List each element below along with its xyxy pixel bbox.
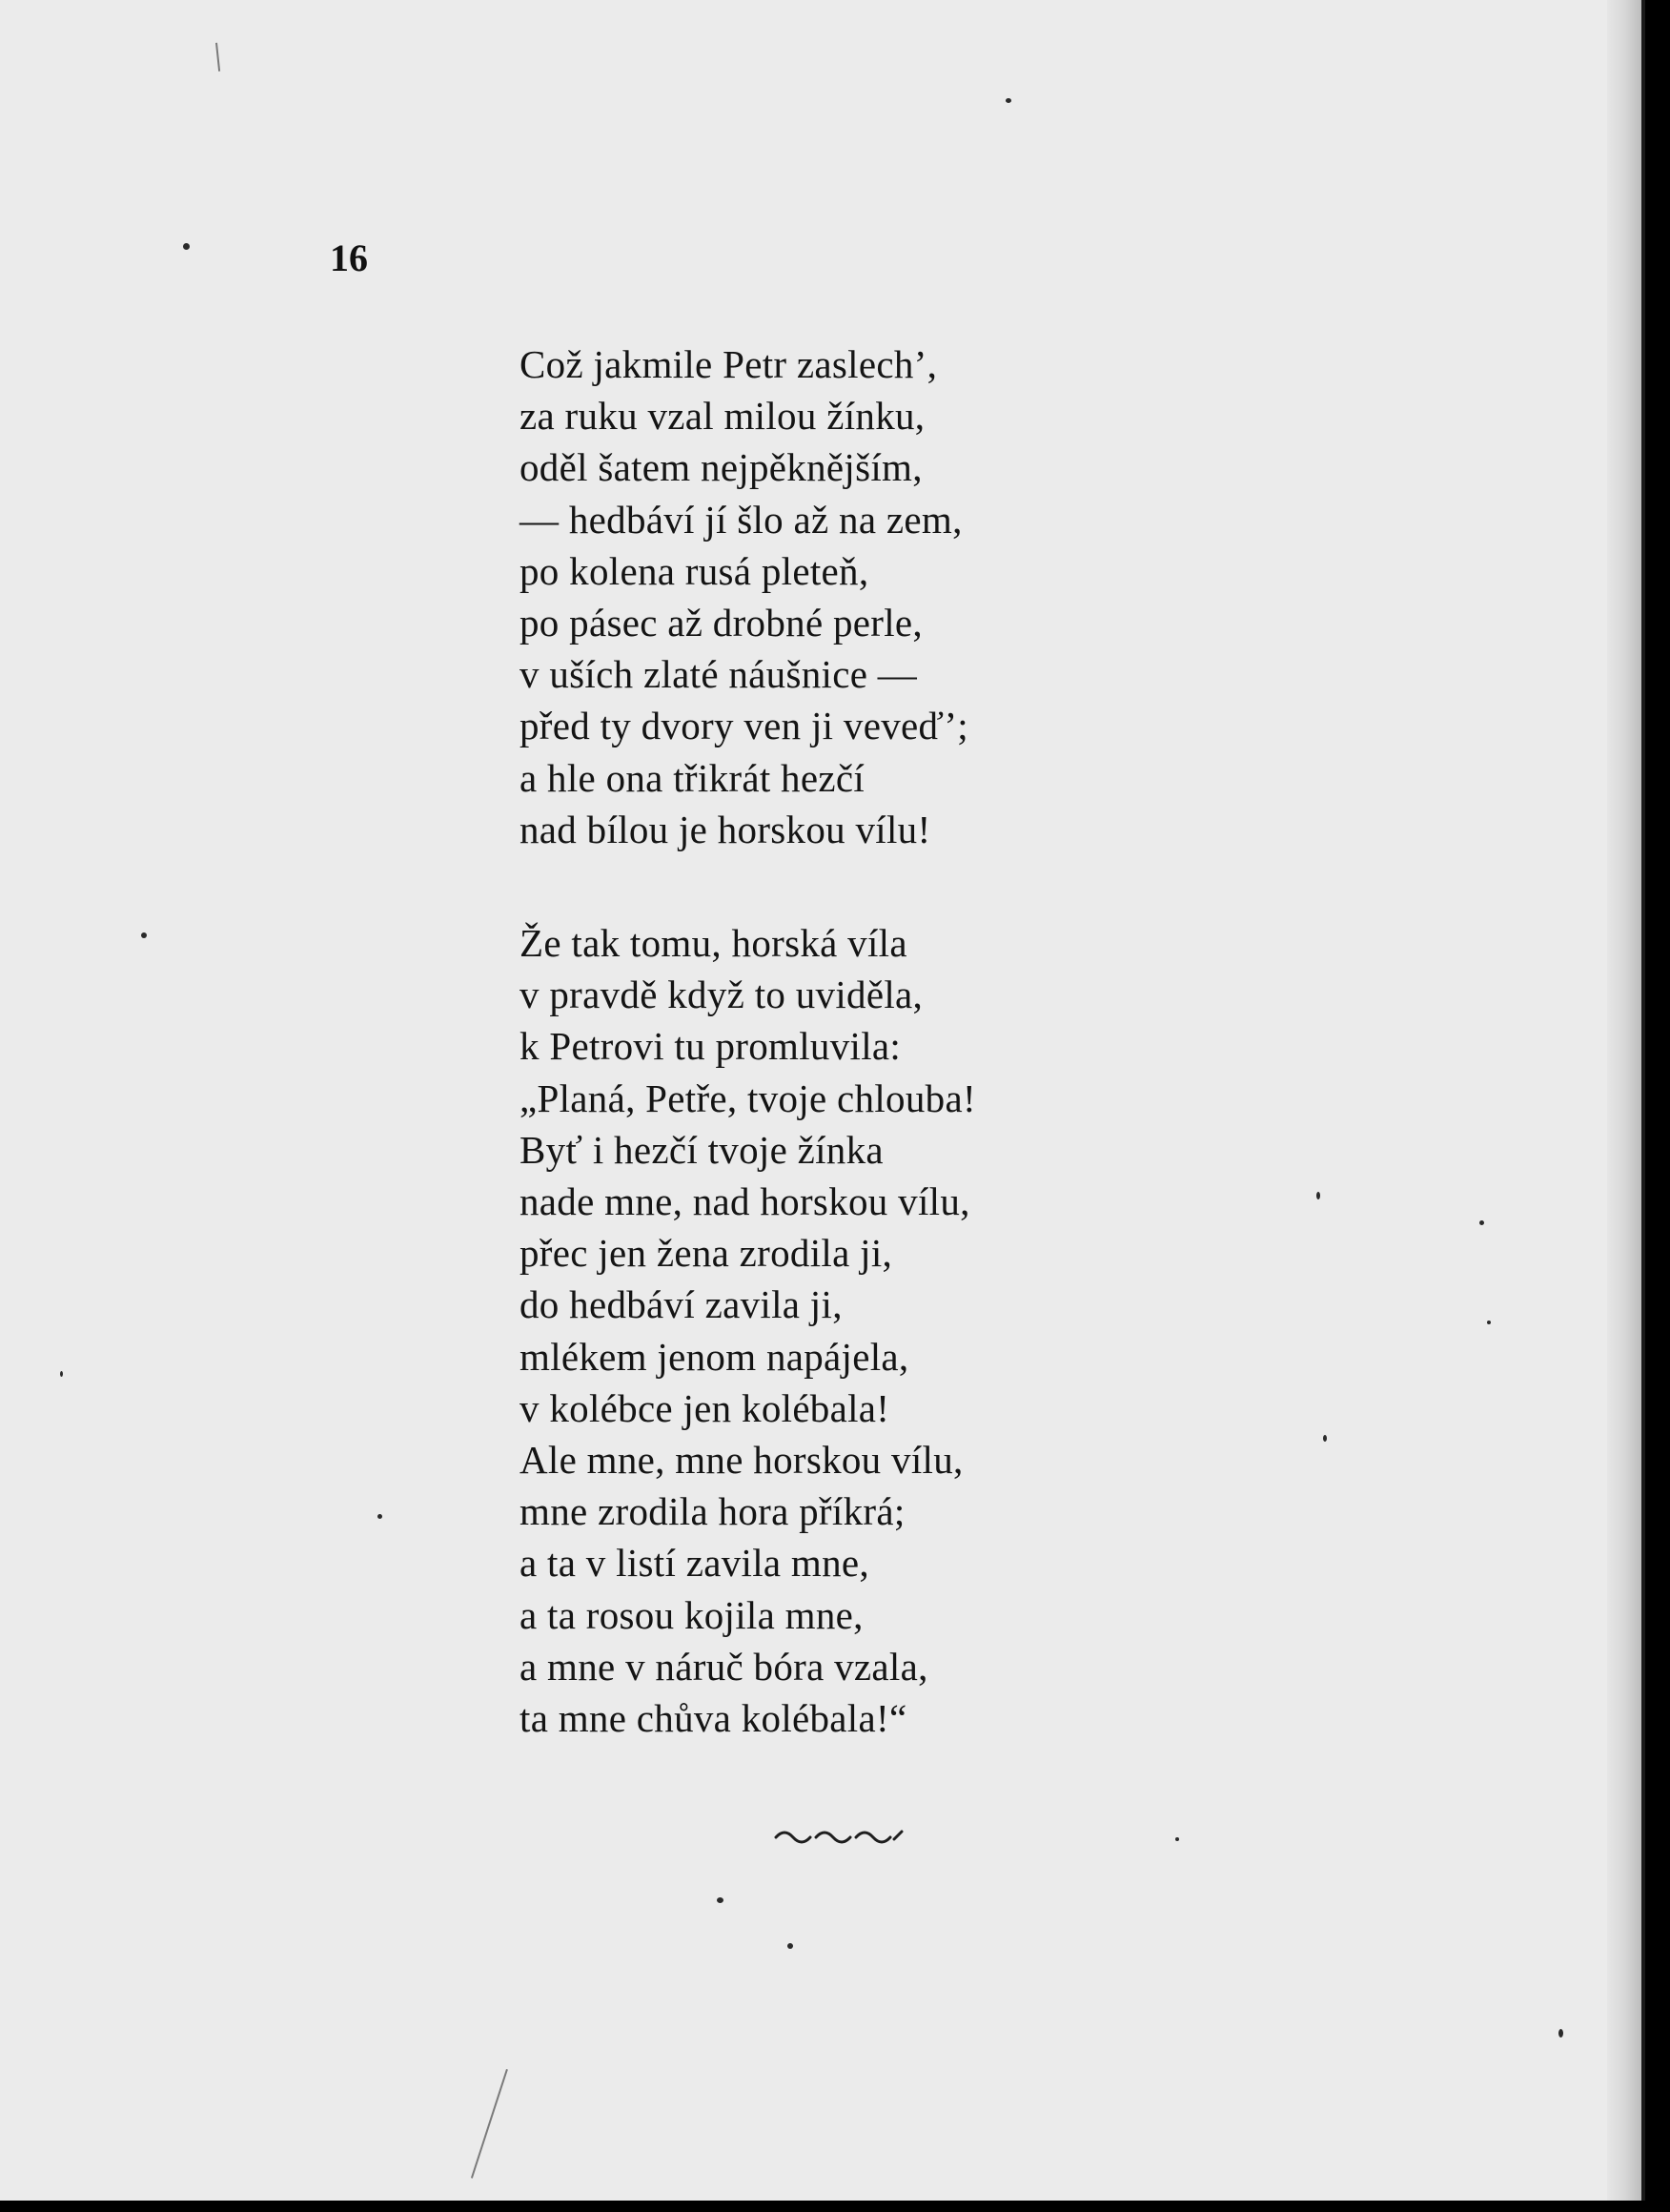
verse-line: v pravdě když to uviděla,	[519, 973, 924, 1017]
verse-line: do hedbáví zavila ji,	[519, 1282, 843, 1327]
verse-line: před ty dvory ven ji veveď’;	[519, 704, 968, 748]
verse-line: a mne v náruč bóra vzala,	[519, 1644, 928, 1689]
print-speck	[1323, 1435, 1327, 1442]
stanza-1	[519, 338, 968, 855]
verse-line: ta mne chůva kolébala!“	[519, 1696, 907, 1741]
print-speck	[1479, 1220, 1484, 1225]
print-speck	[1175, 1837, 1179, 1841]
print-speck	[183, 243, 190, 250]
verse-line: „Planá, Petře, tvoje chlouba!	[519, 1075, 976, 1120]
verse-line: v kolébce jen kolébala!	[519, 1385, 890, 1430]
print-speck	[141, 932, 147, 938]
verse-line: mne zrodila hora příkrá;	[519, 1489, 906, 1534]
page-edge-shadow	[1607, 0, 1641, 2201]
verse-line: přec jen žena zrodila ji,	[519, 1231, 893, 1276]
verse-line: mlékem jenom napájela,	[519, 1334, 909, 1379]
verse-line: a ta v listí zavila mne,	[519, 1541, 869, 1586]
verse-line: oděl šatem nejpěknějším,	[519, 445, 923, 490]
print-speck	[1006, 98, 1011, 103]
print-speck	[1487, 1321, 1491, 1324]
print-speck	[1316, 1192, 1320, 1199]
print-speck	[1558, 2029, 1563, 2038]
wave-ornament	[772, 1824, 906, 1847]
verse-line: v uších zlaté náušnice —	[519, 652, 918, 697]
paper-scratch	[215, 43, 220, 72]
print-speck	[717, 1897, 723, 1903]
verse-line: po pásec až drobné perle,	[519, 601, 923, 645]
verse-line: Což jakmile Petr zaslech’,	[519, 342, 938, 386]
verse-line: Že tak tomu, horská víla	[519, 921, 907, 965]
verse-line: a hle ona třikrát hezčí	[519, 755, 866, 800]
print-speck	[377, 1514, 382, 1519]
verse-line: — hedbáví jí šlo až na zem,	[519, 497, 963, 542]
stanza-2	[519, 917, 976, 1744]
verse-line: nade mne, nad horskou vílu,	[519, 1179, 970, 1224]
verse-line: a ta rosou kojila mne,	[519, 1592, 864, 1637]
verse-line: po kolena rusá pleteň,	[519, 548, 869, 593]
verse-line: nad bílou je horskou vílu!	[519, 807, 931, 851]
verse-line: za ruku vzal milou žínku,	[519, 394, 926, 439]
print-speck	[60, 1371, 63, 1377]
verse-line: Byť i hezčí tvoje žínka	[519, 1127, 884, 1172]
verse-line: k Petrovi tu promluvila:	[519, 1024, 902, 1069]
page-number: 16	[330, 236, 368, 279]
paper-scratch	[471, 2069, 508, 2179]
print-speck	[787, 1943, 793, 1949]
verse-line: Ale mne, mne horskou vílu,	[519, 1438, 964, 1483]
